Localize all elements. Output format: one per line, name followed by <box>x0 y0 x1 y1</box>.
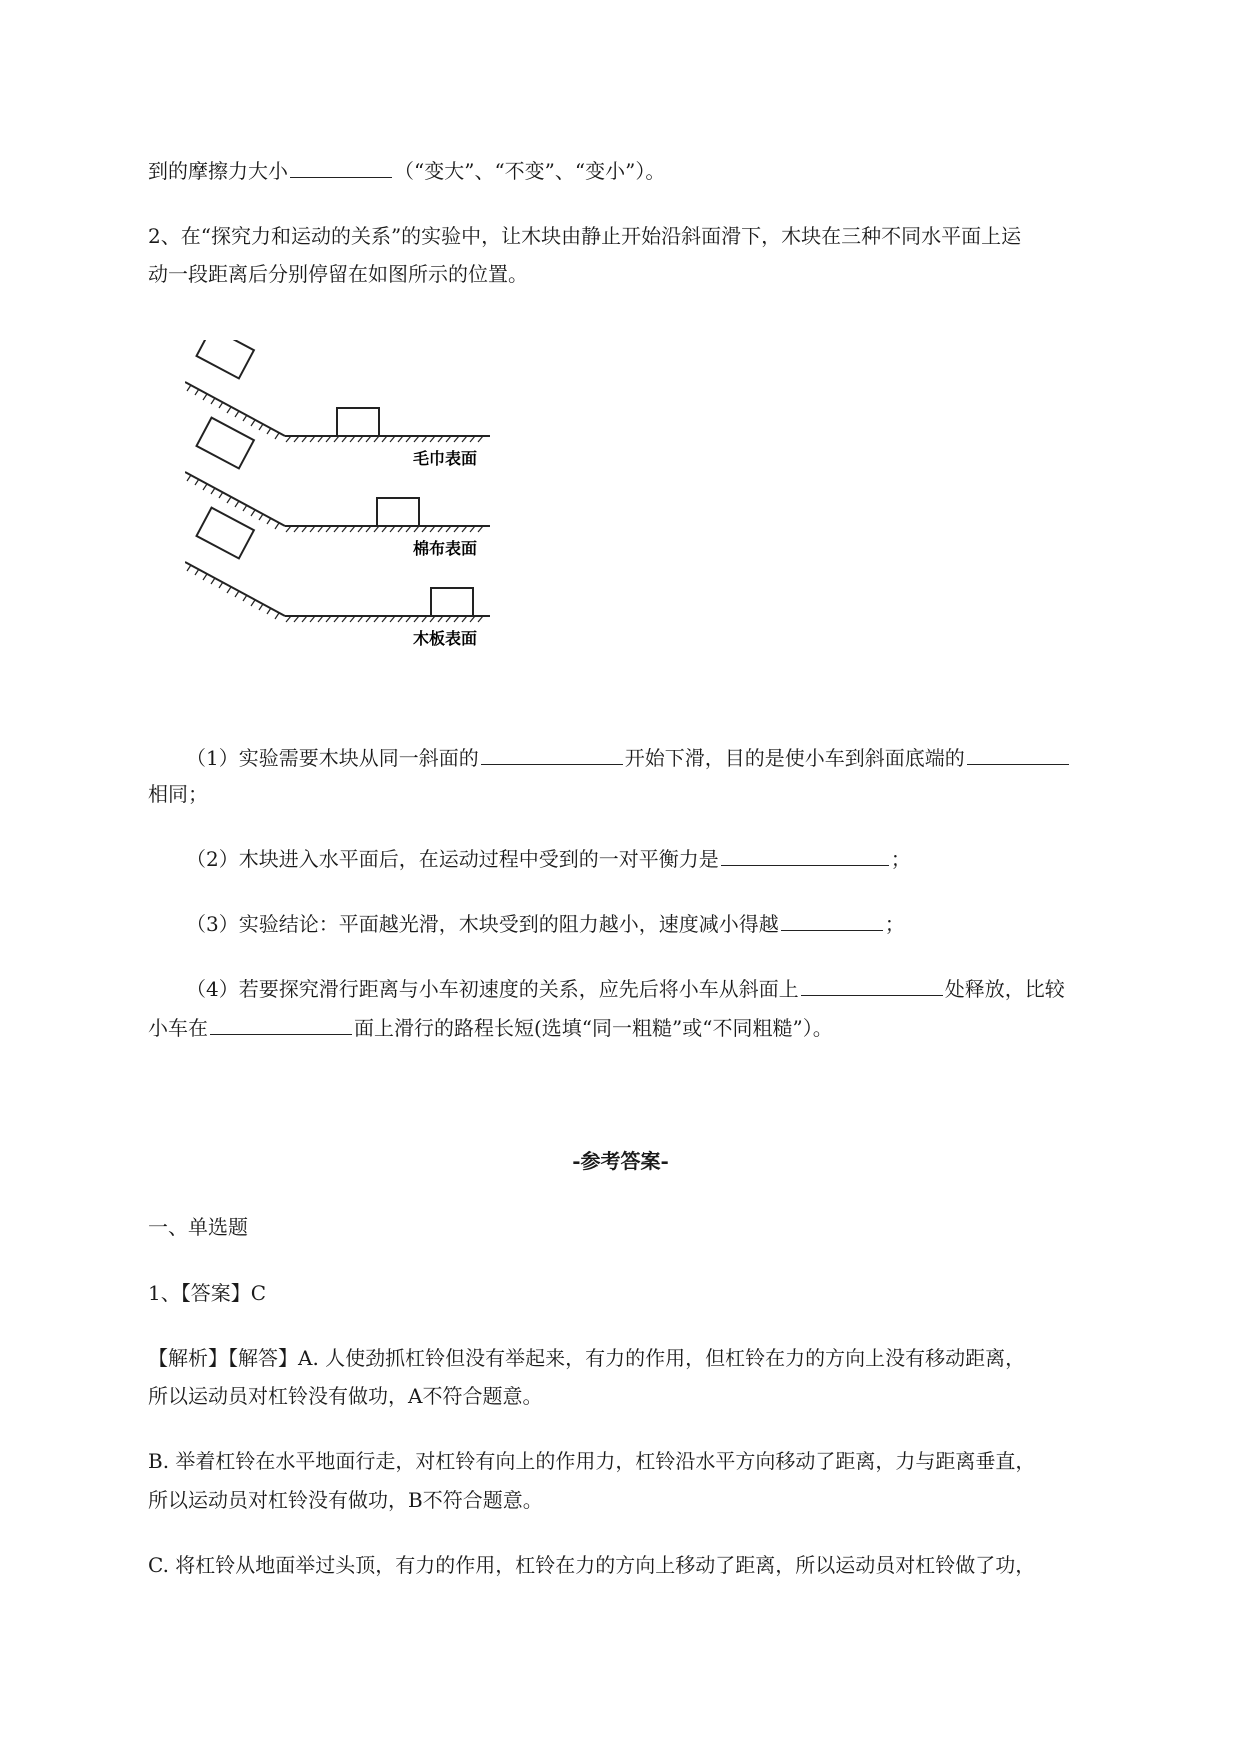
answer-blank[interactable] <box>721 864 889 866</box>
q2-intro-line-1: 2、在“探究力和运动的关系”的实验中，让木块由静止开始沿斜面滑下，木块在三种不同水平面上运 <box>148 224 1022 248</box>
section-title: 一、单选题 <box>148 1215 248 1239</box>
block-cotton <box>377 498 419 526</box>
block-wood <box>431 588 473 616</box>
sub3-line <box>186 906 905 942</box>
incline-experiment-figure <box>185 340 525 670</box>
sub3-text-b: ； <box>884 912 905 936</box>
surface-label-wood: 木板表面 <box>413 629 478 648</box>
sub1-text-b: 开始下滑，目的是使小车到斜面底端的 <box>624 746 965 770</box>
sub1-line-1 <box>186 740 1071 776</box>
answer-blank[interactable] <box>781 929 883 931</box>
sub4-line-2 <box>148 1010 833 1046</box>
block-towel <box>337 408 379 436</box>
q2-intro-line-2: 动一段距离后分别停留在如图所示的位置。 <box>148 262 528 286</box>
sub1-text-a: （1）实验需要木块从同一斜面的 <box>186 746 479 770</box>
answers-heading: -参考答案- <box>572 1149 669 1173</box>
q1-answer: 1、【答案】C <box>148 1281 267 1305</box>
analysis-b-line-2: 所以运动员对杠铃没有做功，B不符合题意。 <box>148 1488 543 1512</box>
answer-blank[interactable] <box>210 1033 352 1035</box>
sub4-text-d: 面上滑行的路程长短(选填“同一粗糙”或“不同粗糙”）。 <box>354 1016 833 1040</box>
sub4-text-b: 处释放，比较 <box>944 977 1065 1001</box>
q1-tail-suffix: （“变大”、“不变”、“变小”）。 <box>394 159 666 183</box>
sub4-line-1 <box>186 971 1065 1007</box>
q1-tail-line <box>148 153 665 189</box>
sub2-text-a: （2）木块进入水平面后，在运动过程中受到的一对平衡力是 <box>186 847 719 871</box>
analysis-b-line-1: B. 举着杠铃在水平地面行走，对杠铃有向上的作用力，杠铃沿水平方向移动了距离，力与距离垂直， <box>148 1449 1036 1473</box>
q1-tail-prefix: 到的摩擦力大小 <box>148 159 288 183</box>
analysis-a-line-1: 【解析】【解答】A. 人使劲抓杠铃但没有举起来，有力的作用，但杠铃在力的方向上没有移动距离， <box>148 1346 1026 1370</box>
sub4-text-c: 小车在 <box>148 1016 208 1040</box>
sub4-text-a: （4）若要探究滑行距离与小车初速度的关系，应先后将小车从斜面上 <box>186 977 799 1001</box>
answer-blank[interactable] <box>481 763 623 765</box>
sub2-text-b: ； <box>890 847 911 871</box>
sub2-line <box>186 841 911 877</box>
surface-label-cotton: 棉布表面 <box>413 539 478 558</box>
analysis-a-line-2: 所以运动员对杠铃没有做功，A不符合题意。 <box>148 1384 543 1408</box>
analysis-c-line-1: C. 将杠铃从地面举过头顶，有力的作用，杠铃在力的方向上移动了距离，所以运动员对杠铃做了功， <box>148 1553 1036 1577</box>
sub1-line-2: 相同； <box>148 782 208 806</box>
surface-label-towel: 毛巾表面 <box>413 449 478 468</box>
answer-blank[interactable] <box>801 994 943 996</box>
sub3-text-a: （3）实验结论：平面越光滑，木块受到的阻力越小，速度减小得越 <box>186 912 779 936</box>
answer-blank[interactable] <box>967 763 1069 765</box>
answer-blank[interactable] <box>290 176 392 178</box>
